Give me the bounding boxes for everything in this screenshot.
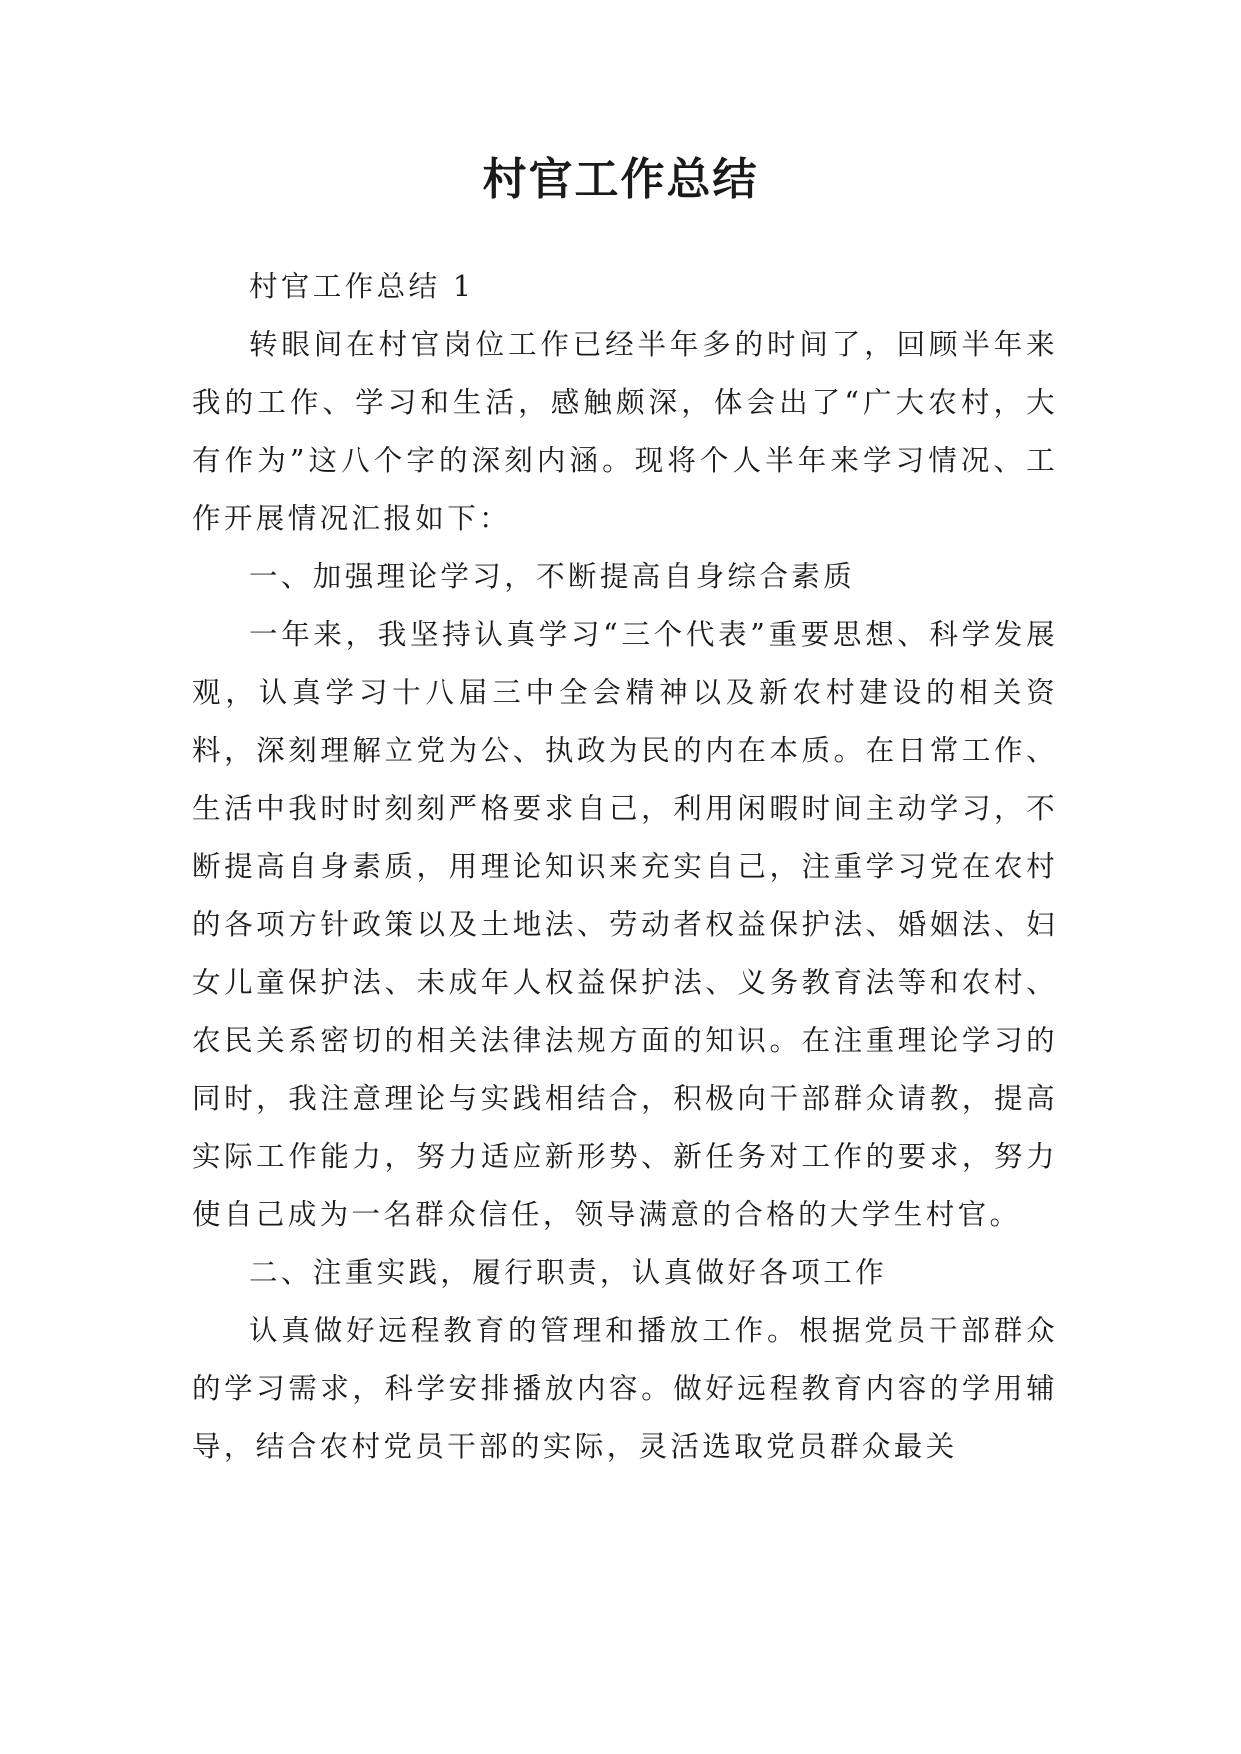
practice-paragraph: 认真做好远程教育的管理和播放工作。根据党员干部群众的学习需求，科学安排播放内容。做好远程教育内容的学用辅导，结合农村党员干部的实际，灵活选取党员群众最关: [192, 1314, 1058, 1463]
study-paragraph: 一年来，我坚持认真学习“三个代表”重要思想、科学发展观，认真学习十八届三中全会精神以及新农村建设的相关资料，深刻理解立党为公、执政为民的内在本质。在日常工作、生活中我时时刻刻严格要求自己，利用闲暇时间主动学习，不断提高自身素质，用理论知识来充实自己，注重学习党在农村的各项方针政策以及土地法、劳动者权益保护法、婚姻法、妇女儿童保护法、未成年人权益保护法、义务教育法等和农村、农民关系密切的相关法律法规方面的知识。在注重理论学习的同时，我注意理论与实践相结合，积极向干部群众请教，提高实际工作能力，努力适应新形势、新任务对工作的要求，努力使自己成为一名群众信任，领导满意的合格的大学生村官。: [192, 618, 1058, 1231]
document-title: 村官工作总结: [482, 154, 759, 205]
section-heading: 村官工作总结 1: [249, 270, 475, 303]
section-heading-1: 一、加强理论学习，不断提高自身综合素质: [249, 560, 856, 593]
intro-paragraph: 转眼间在村官岗位工作已经半年多的时间了，回顾半年来我的工作、学习和生活，感触颇深，体会出了“广大农村，大有作为”这八个字的深刻内涵。现将个人半年来学习情况、工作开展情况汇报如下：: [192, 328, 1058, 535]
document-body: [192, 258, 1058, 1476]
section-heading-2: 二、注重实践，履行职责，认真做好各项工作: [249, 1256, 888, 1289]
